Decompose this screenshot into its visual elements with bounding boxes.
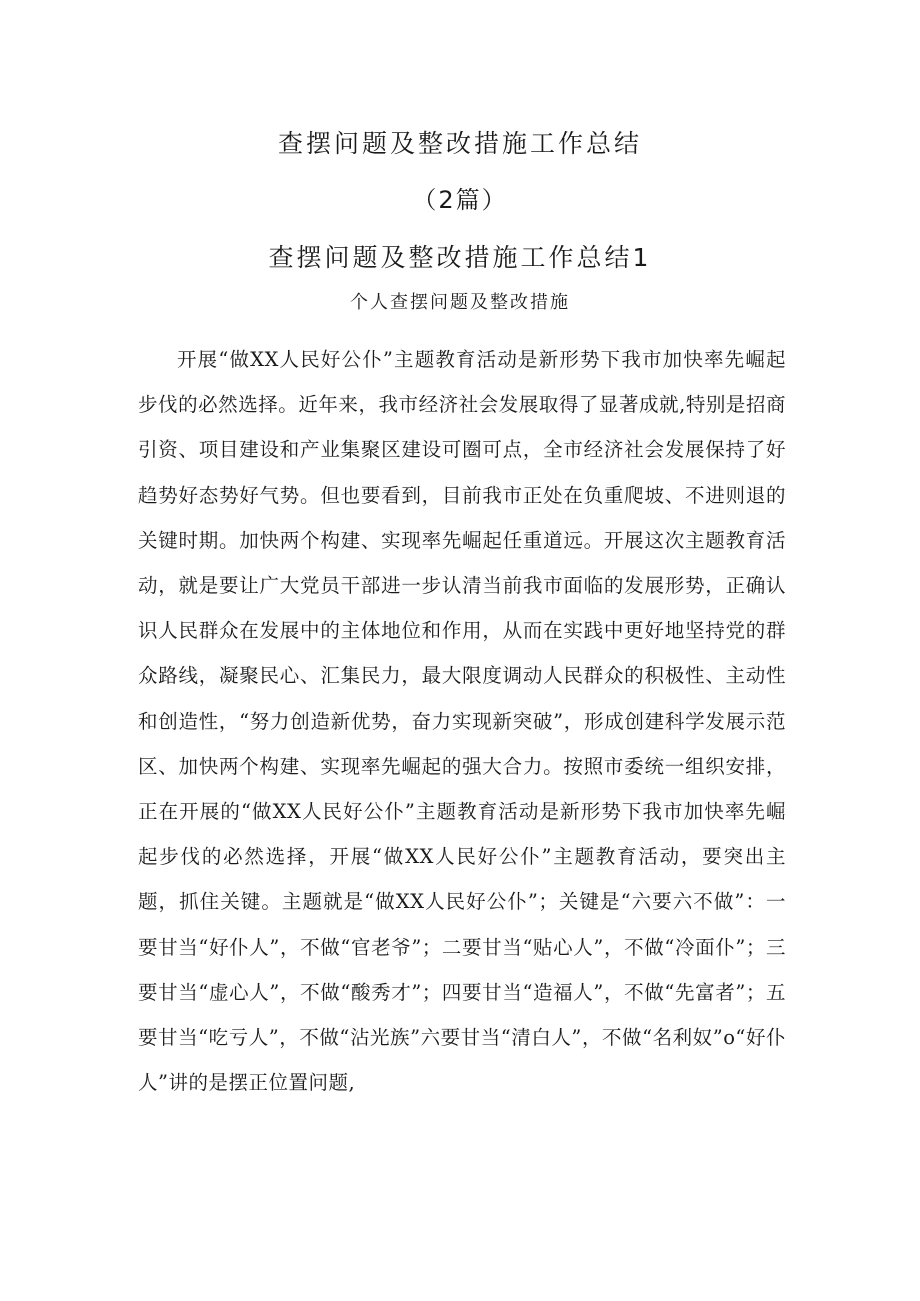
section-subtitle: 个人查摆问题及整改措施 [350,292,570,313]
section-title: 查摆问题及整改措施工作总结1 [268,243,652,272]
document-title: 查摆问题及整改措施工作总结 [277,129,642,158]
body-paragraph: 开展“做XX人民好公仆”主题教育活动是新形势下我市加快率先崛起步伐的必然选择。近年来，我市经济社会发展取得了显著成就,特别是招商引资、项目建设和产业集聚区建设可圈可点，全市经济社会发展保持了好趋势好态势好气势。但也要看到，目前我市正处在负重爬坡、不进则退的关键时期。加快两个构建、实现率先崛起任重道远。开展这次主题教育活动，就是要让广大党员干部进一步认清当前我市面临的发展形势，正确认识人民群众在发展中的主体地位和作用，从而在实践中更好地坚持党的群众路线，凝聚民心、汇集民力，最大限度调动人民群众的积极性、主动性和创造性，“努力创造新优势，奋力实现新突破”，形成创建科学发展示范区、加快两个构建、实现率先崛起的强大合力。按照市委统一组织安排，正在开展的“做XX人民好公仆”主题教育活动是新形势下我市加快率先崛起步伐的必然选择，开展“做XX人民好公仆”主题教育活动，要突出主题，抓住关键。主题就是“做XX人民好公仆”；关键是“六要六不做”：一要甘当“好仆人”，不做“官老爷”；二要甘当“贴心人”，不做“冷面仆”；三要甘当“虚心人”，不做“酸秀才”；四要甘当“造福人”，不做“先富者”；五要甘当“吃亏人”，不做“沾光族”六要甘当“清白人”，不做“名利奴”o“好仆人”讲的是摆正位置问题, [138,348,786,1095]
document-subtitle-count: （2篇） [412,186,508,214]
